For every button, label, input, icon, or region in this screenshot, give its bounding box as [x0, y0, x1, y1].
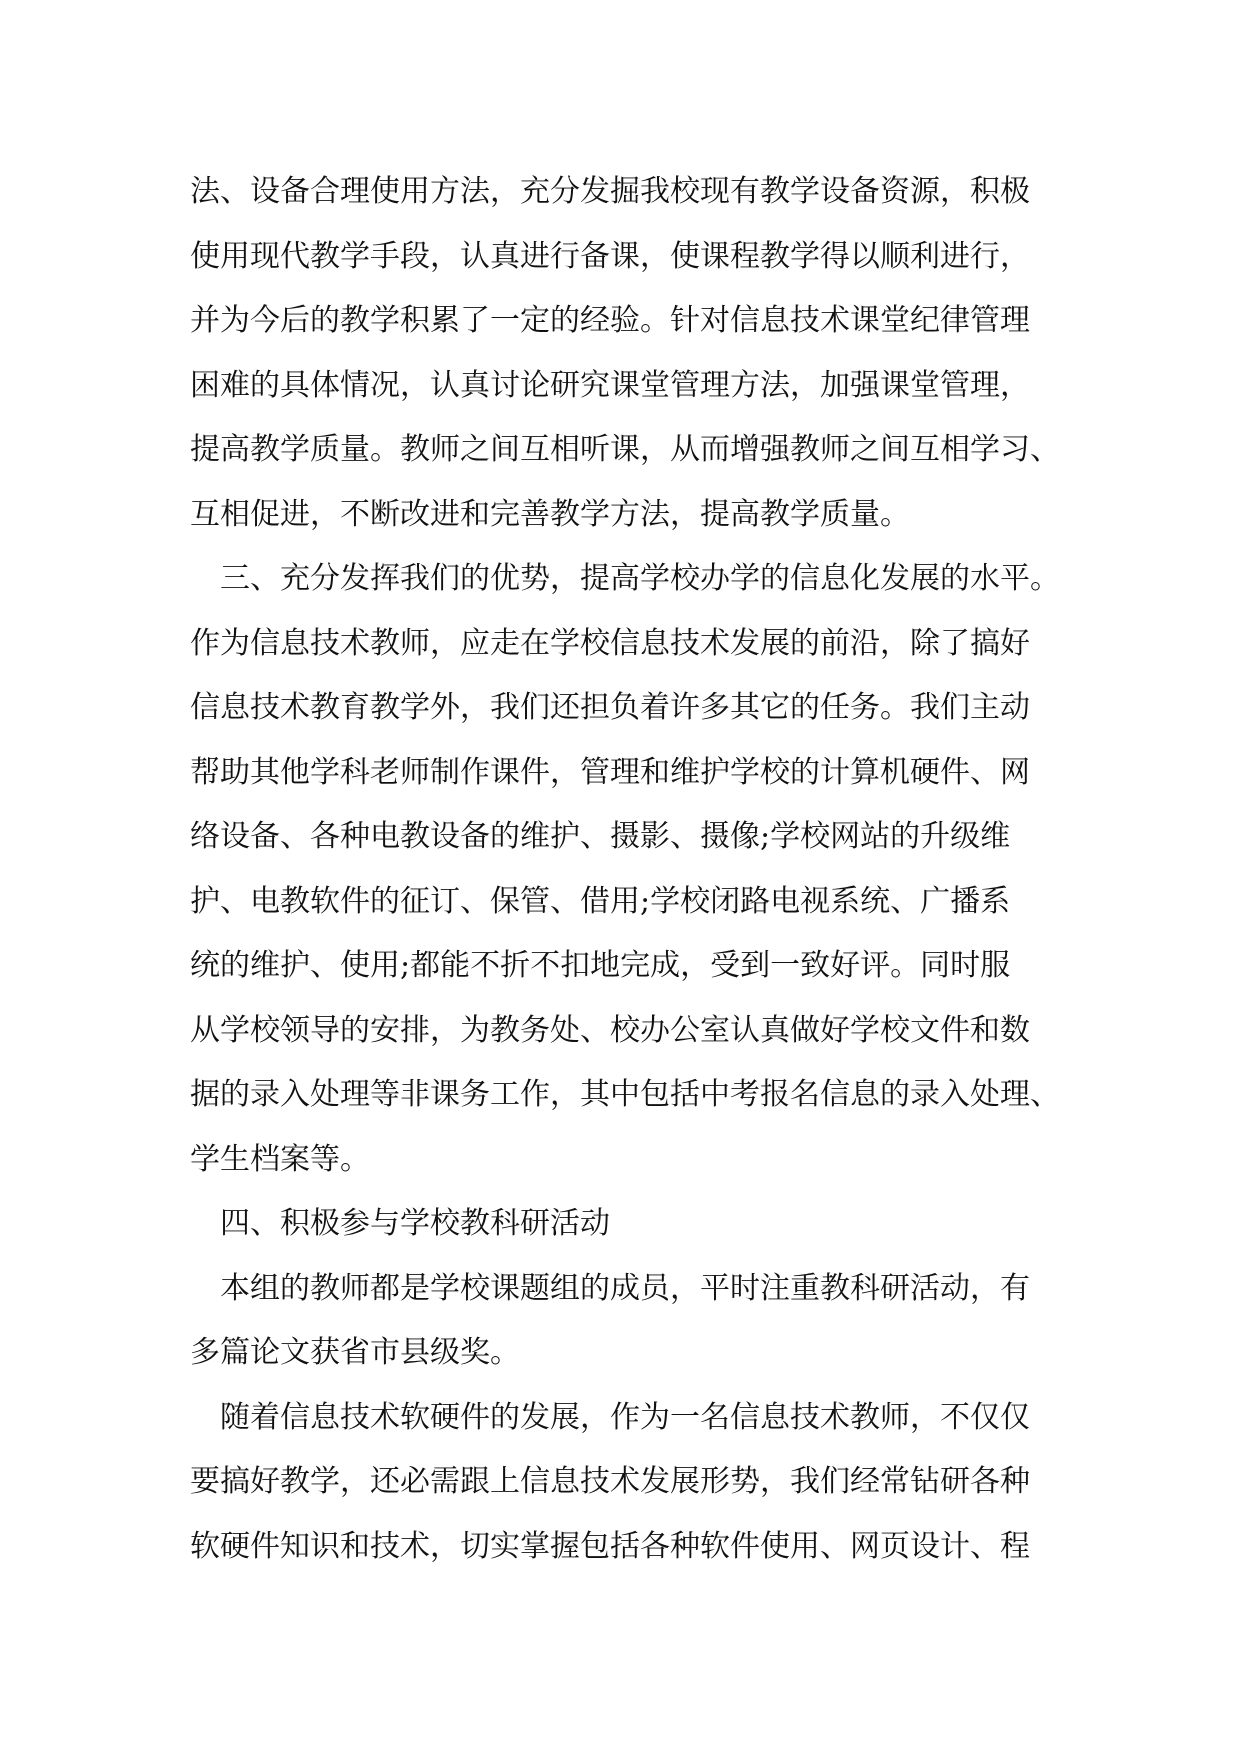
text-line: 护、电教软件的征订、保管、借用;学校闭路电视系统、广播系	[190, 883, 1011, 919]
text-line: 互相促进，不断改进和完善教学方法，提高教学质量。	[190, 496, 910, 532]
text-line: 使用现代教学手段，认真进行备课，使课程教学得以顺利进行，	[190, 238, 1030, 274]
text-line: 本组的教师都是学校课题组的成员，平时注重教科研活动，有	[190, 1270, 1030, 1306]
text-line: 软硬件知识和技术，切实掌握包括各种软件使用、网页设计、程	[190, 1528, 1030, 1564]
text-line: 学生档案等。	[190, 1141, 370, 1177]
text-line: 络设备、各种电教设备的维护、摄影、摄像;学校网站的升级维	[190, 819, 1011, 854]
section-heading-4: 四、积极参与学校教科研活动	[190, 1206, 610, 1241]
text-line: 据的录入处理等非课务工作，其中包括中考报名信息的录入处理、	[190, 1077, 1060, 1112]
text-line: 并为今后的教学积累了一定的经验。针对信息技术课堂纪律管理	[190, 303, 1030, 338]
section-heading-3: 三、充分发挥我们的优势，提高学校办学的信息化发展的水平。	[190, 561, 1060, 596]
body-text	[190, 160, 1070, 1579]
text-line: 随着信息技术软硬件的发展，作为一名信息技术教师，不仅仅	[190, 1399, 1030, 1435]
text-line: 从学校领导的安排，为教务处、校办公室认真做好学校文件和数	[190, 1012, 1030, 1048]
text-line: 统的维护、使用;都能不折不扣地完成，受到一致好评。同时服	[190, 948, 1011, 983]
text-line: 法、设备合理使用方法，充分发掘我校现有教学设备资源，积极	[190, 174, 1030, 209]
text-line: 多篇论文获省市县级奖。	[190, 1335, 520, 1370]
text-line: 帮助其他学科老师制作课件，管理和维护学校的计算机硬件、网	[190, 754, 1030, 790]
text-line: 信息技术教育教学外，我们还担负着许多其它的任务。我们主动	[190, 690, 1030, 725]
text-line: 要搞好教学，还必需跟上信息技术发展形势，我们经常钻研各种	[190, 1464, 1030, 1499]
text-line: 困难的具体情况，认真讨论研究课堂管理方法，加强课堂管理，	[190, 367, 1030, 403]
text-line: 作为信息技术教师，应走在学校信息技术发展的前沿，除了搞好	[190, 625, 1030, 661]
text-line: 提高教学质量。教师之间互相听课，从而增强教师之间互相学习、	[190, 432, 1060, 467]
